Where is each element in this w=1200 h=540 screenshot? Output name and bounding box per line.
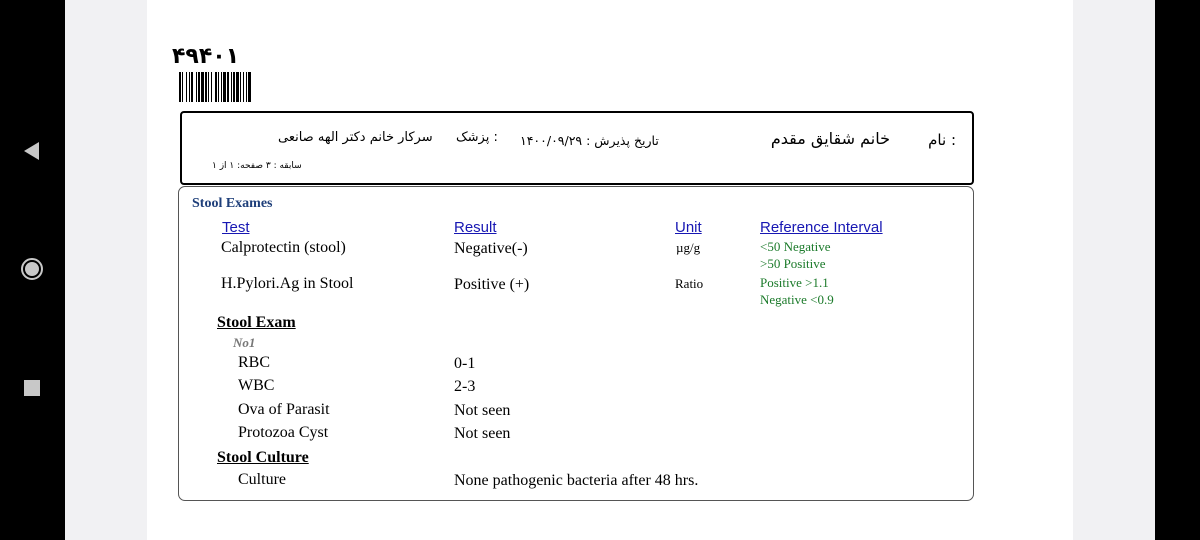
viewer-margin-left: [65, 0, 147, 540]
test-result: Positive (+): [454, 276, 530, 293]
reference-line: <50 Negative: [760, 239, 831, 254]
patient-name-label: نام :: [928, 131, 956, 149]
test-name: Calprotectin (stool): [221, 239, 346, 256]
page-info: سابقه : ۳ صفحه: ۱ از ۱: [212, 161, 302, 171]
column-header-test: Test: [222, 219, 250, 236]
exam-test-name: Ova of Parasit: [238, 401, 330, 418]
exam-test-name: Protozoa Cyst: [238, 424, 329, 441]
barcode: [179, 72, 309, 102]
home-circle-icon[interactable]: [20, 257, 44, 281]
patient-name-value: خانم شقایق مقدم: [770, 129, 890, 148]
exam-test-name: WBC: [238, 377, 275, 394]
back-triangle-icon[interactable]: [20, 139, 44, 163]
section-title: Stool Exames: [192, 196, 273, 211]
doctor-label: پزشک :: [456, 130, 498, 145]
admission-date: تاریخ پذیرش : ۱۴۰۰/۰۹/۲۹: [520, 133, 659, 148]
reference-line: Negative <0.9: [760, 292, 834, 307]
test-unit: µg/g: [676, 240, 701, 255]
exam-test-result: Not seen: [454, 425, 511, 442]
exam-test-result: 0-1: [454, 355, 476, 372]
column-header-unit: Unit: [675, 219, 702, 236]
sample-number: No1: [233, 335, 256, 350]
stool-exam-title: Stool Exam: [217, 314, 296, 331]
column-header-result: Result: [454, 219, 497, 236]
results-box: [178, 186, 974, 501]
test-name: H.Pylori.Ag in Stool: [221, 275, 354, 292]
stool-culture-title: Stool Culture: [217, 449, 309, 466]
exam-test-result: Not seen: [454, 402, 511, 419]
recent-square-icon[interactable]: [20, 376, 44, 400]
reference-line: >50 Positive: [760, 256, 826, 271]
exam-test-name: RBC: [238, 354, 271, 371]
exam-test-result: 2-3: [454, 378, 476, 395]
culture-result: None pathogenic bacteria after 48 hrs.: [454, 472, 699, 489]
viewer-margin-right: [1073, 0, 1155, 540]
screen-edge-right: [1155, 0, 1200, 540]
doctor-name: سرکار خانم دکتر الهه صانعی: [278, 130, 433, 145]
system-navigation-bar: [0, 0, 65, 540]
culture-test-name: Culture: [238, 471, 286, 488]
column-header-reference: Reference Interval: [760, 219, 883, 236]
test-result: Negative(-): [454, 240, 528, 257]
patient-header-box: [180, 111, 974, 185]
reference-line: Positive >1.1: [760, 275, 829, 290]
document-number: ۴۹۴۰۱: [172, 44, 240, 69]
test-unit: Ratio: [675, 276, 704, 291]
